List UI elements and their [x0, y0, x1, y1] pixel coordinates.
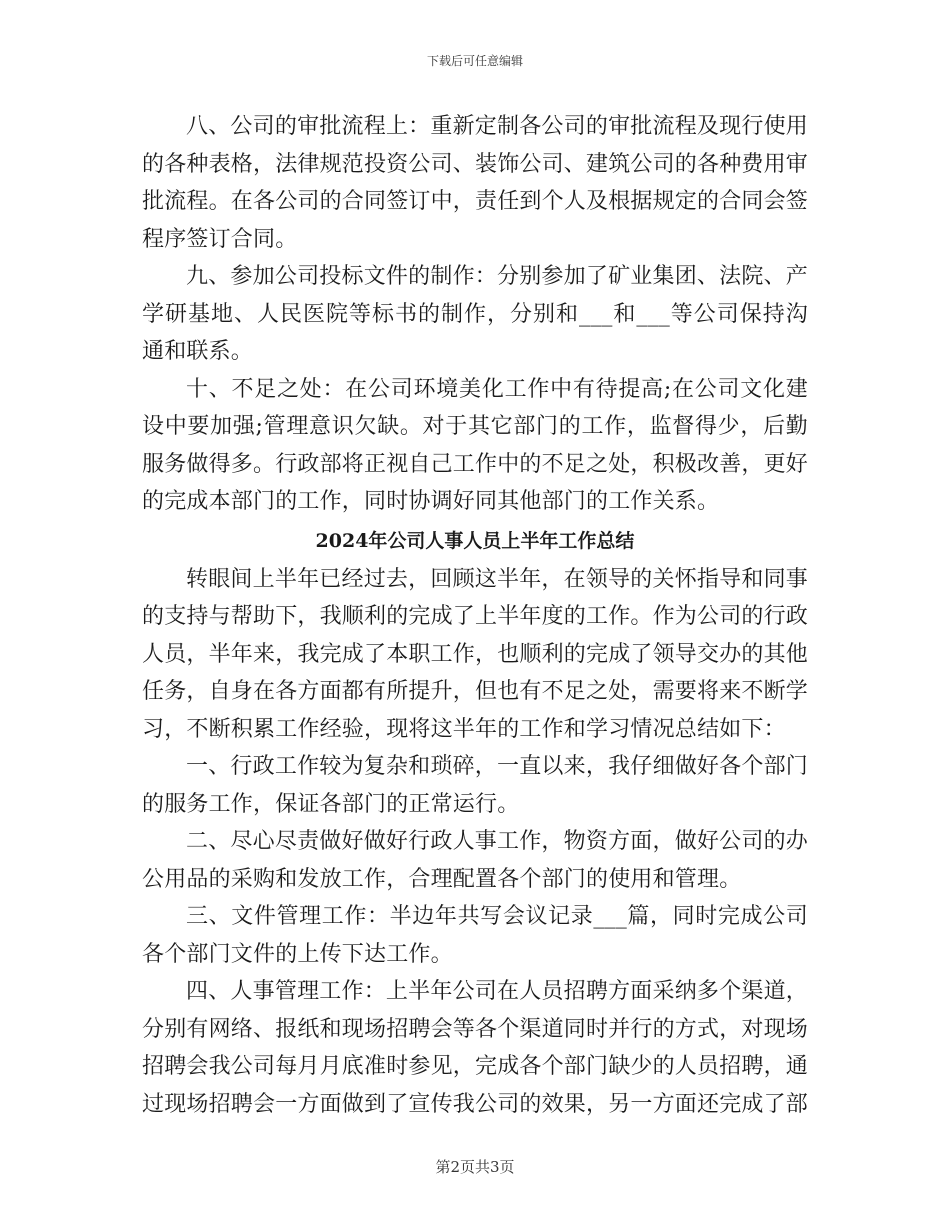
page-header: 下载后可任意编辑: [426, 54, 523, 68]
paragraph-nine: 九、参加公司投标文件的制作：分别参加了矿业集团、法院、产学研基地、人民医院等标书的制作，分别和___和___等公司保持沟通和联系。: [142, 264, 808, 364]
document-body: [142, 108, 808, 1123]
paragraph-two: 二、尽心尽责做好做好行政人事工作，物资方面，做好公司的办公用品的采购和发放工作，合理配置各个部门的使用和管理。: [142, 829, 808, 892]
paragraph-four: 四、人事管理工作：上半年公司在人员招聘方面采纳多个渠道，分别有网络、报纸和现场招聘会等各个渠道同时并行的方式，对现场招聘会我公司每月月底准时参见，完成各个部门缺少的人员招聘，通过现场招聘会一方面做到了宣传我公司的效果，另一方面还完成了部: [142, 979, 809, 1117]
paragraph-one: 一、行政工作较为复杂和琐碎，一直以来，我仔细做好各个部门的服务工作，保证各部门的正常运行。: [142, 754, 808, 817]
paragraph-intro: 转眼间上半年已经过去，回顾这半年，在领导的关怀指导和同事的支持与帮助下，我顺利的完成了上半年度的工作。作为公司的行政人员，半年来，我完成了本职工作，也顺利的完成了领导交办的其他任务，自身在各方面都有所提升，但也有不足之处，需要将来不断学习，不断积累工作经验，现将这半年的工作和学习情况总结如下：: [142, 566, 809, 742]
page-footer: 第2页共3页: [435, 1158, 515, 1176]
paragraph-ten: 十、不足之处：在公司环境美化工作中有待提高;在公司文化建设中要加强;管理意识欠缺。对于其它部门的工作，监督得少，后勤服务做得多。行政部将正视自己工作中的不足之处，积极改善，更好的完成本部门的工作，同时协调好同其他部门的工作关系。: [142, 376, 809, 514]
paragraph-three: 三、文件管理工作：半边年共写会议记录___篇，同时完成公司各个部门文件的上传下达工作。: [142, 904, 808, 967]
paragraph-eight: 八、公司的审批流程上：重新定制各公司的审批流程及现行使用的各种表格，法律规范投资公司、装饰公司、建筑公司的各种费用审批流程。在各公司的合同签订中，责任到个人及根据规定的合同会签程序签订合同。: [142, 114, 809, 252]
section-title: 2024年公司人事人员上半年工作总结: [315, 529, 635, 552]
